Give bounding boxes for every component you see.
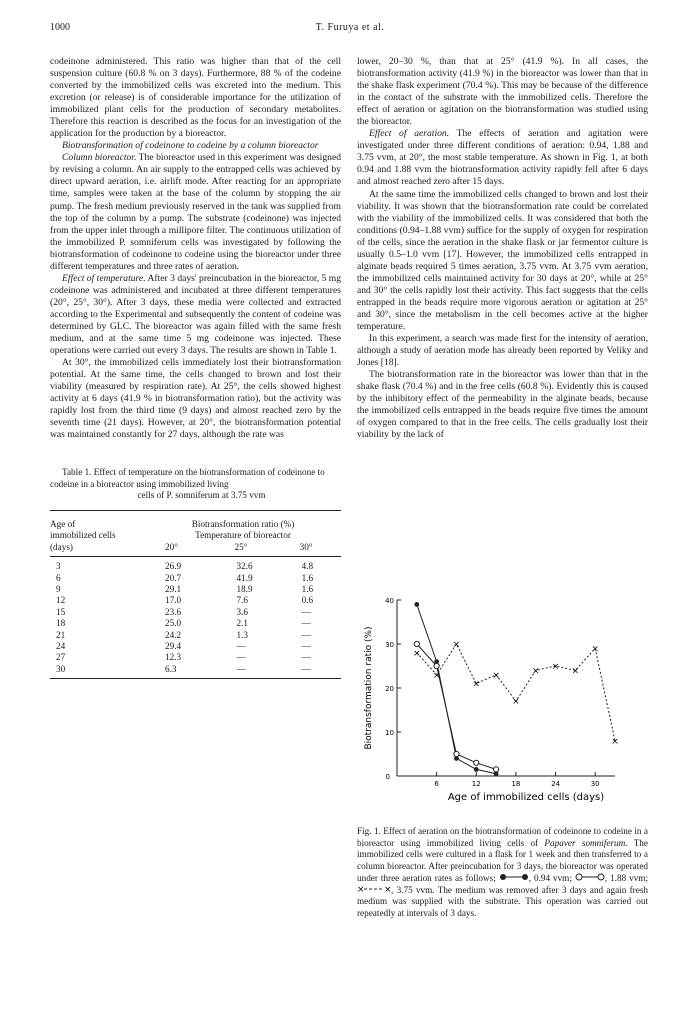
series-line-2: [417, 644, 496, 769]
x-axis-label: Age of immobilized cells (days): [447, 792, 605, 803]
table-row: [50, 630, 341, 641]
data-point-open: [414, 641, 419, 646]
data-point-cross: ×: [492, 670, 500, 681]
table-row: [50, 557, 341, 573]
paragraph: At the same time the immobilized cells changed to brown and lost their viability. It was shown that the biotransformation rate could be correlated with the viability of the immobilized cells. It was considered that both the conditions (0.94–1.88 vvm) suffice for the supply of oxygen for respiration of the cells, since the aeration in the shake flask or jar fermentor culture is usually 0.5–1.0 vvm [17]. However, the immobilized cells entrapped in alginate beads required 5 times aeration, 3.75 vvm. At 3.75 vvm aeration, the immobilized cells maintained activity for 30 days at 20°, while at 25° and 30° the cells rapidly lost their activity. This fact suggests that the cells entrapped in the beads require more vigorous aeration or agitation at 25° and 30°, since the metabolism in the cell becomes active at the higher temperature.: [357, 188, 648, 333]
table-row: [50, 595, 341, 606]
data-point-cross: ×: [551, 662, 560, 672]
table-cell: 0.6: [301, 595, 314, 606]
table-cell: 1.6: [301, 583, 314, 594]
table-caption: Table 1. Effect of temperature on the biotransformation of codeinone to codeine in a bioreactor using immobilized living: [50, 467, 325, 489]
series-line-3: [417, 644, 595, 701]
y-tick-label: 20: [385, 685, 394, 693]
table-cell: 32.6: [236, 561, 253, 572]
paragraph-heading: Effect of aeration.: [369, 128, 450, 140]
data-point-cross: ×: [591, 644, 599, 655]
table-cell: 23.6: [165, 606, 182, 617]
legend-open-circle-line-icon: [575, 873, 605, 881]
paragraph-text: The effects of aeration and agitation were investigated under three different conditions of aeration: 0.94, 1.88 and 3.75 vvm, at 20°, the most stable temperature. As shown in Fig. 1, at both 0.94 and 1.88 vvm the biotransformation activity rapidly fell after 6 days and almost reached zero after 15 days.: [357, 128, 648, 188]
data-point-open: [474, 760, 479, 765]
x-tick-label: 12: [471, 780, 481, 788]
table-cell: —: [301, 606, 311, 617]
table-cell: 3: [56, 561, 61, 572]
y-tick-label: 40: [385, 597, 394, 605]
table-1: [50, 510, 341, 679]
x-tick-label: 6: [434, 780, 439, 788]
caption-species: Papaver somniferum.: [544, 837, 628, 848]
y-axis-label: Biotransformation ratio (%): [364, 626, 374, 750]
table-head-temp: 30°: [288, 542, 341, 557]
table-cell: 30: [50, 664, 145, 679]
paragraph: [50, 152, 341, 272]
paragraph: At 30°, the immobilized cells immediately lost their biotransformation potential. At the same time, the cells changed to brown and lost their viability (measured by respiration rate). At 25°, the cells showed highest activity at 6 days (41.9 % in biotransformation ratio), but the activity was rapidly lost from the third time (9 days) and almost reached zero by the seventh time (21 days). However, at 20°, the biotransformation potential was maintained constantly for 27 days, although the rate was: [50, 357, 341, 441]
caption-text: , 3.75 vvm. The medium was removed after 3 days and again fresh medium was supplied with the substrate. This operation was carried out repeatedly at intervals of 3 days.: [357, 884, 648, 918]
table-row: [50, 618, 341, 629]
figure-caption: [357, 826, 648, 920]
page-number: 1000: [50, 22, 70, 33]
paragraph-heading: Effect of temperature.: [62, 272, 146, 284]
table-cell: 15: [56, 606, 66, 617]
section-title: Biotransformation of codeinone to codeine by a column bioreactor: [62, 140, 319, 152]
data-point-cross: ×: [571, 666, 580, 677]
table-cell: 27: [56, 652, 66, 663]
table-cell: 6: [56, 572, 61, 583]
data-point-cross: ×: [611, 736, 619, 747]
running-header: [50, 22, 650, 36]
table-cell: —: [288, 664, 341, 679]
table-cell: 41.9: [236, 572, 253, 583]
table-cell: 18.9: [236, 583, 253, 594]
y-tick-label: 10: [385, 729, 394, 737]
table-row: [50, 641, 341, 652]
table-cell: 1.6: [301, 572, 314, 583]
paragraph-text: The bioreactor used in this experiment was designed by revising a column. An air supply to the entrapped cells was achieved by direct upward aeration, i.e. airlift mode. After reacting for an appropriate time, samples were taken at the base of the column by stopping the air pump. The fresh medium previously reserved in the tank was supplied from the top of the column by a pump. The substrate (codeinone) was injected from the upper inlet through a millipore filter. The continuous utilization of the immobilized P. somniferum cells was investigated by following the biotransformation of codeinone to codeine using the bioreactor under three different temperatures and three rates of aeration.: [50, 152, 341, 272]
paragraph-heading: Column bioreactor.: [62, 152, 137, 164]
caption-text: The immobilized cells were cultured in a flask for 1 week and then transferred to a column bioreactor. After preincubation for 3 days, the bioreactor was operated under three aeration rates as follows;: [357, 837, 648, 883]
data-point-cross: ×: [531, 666, 540, 677]
left-column: [50, 56, 341, 679]
table-cell: 24.2: [165, 629, 182, 640]
table-row: [50, 607, 341, 618]
table-head-temp: 25°: [221, 542, 288, 557]
table-cell: 17.0: [165, 595, 182, 606]
table-cell: 20.7: [165, 572, 182, 583]
data-point-cross: ×: [512, 697, 520, 708]
x-tick-label: 30: [590, 780, 600, 788]
table-cell: 9: [56, 583, 61, 594]
table-cell: 26.9: [165, 561, 182, 572]
data-point-filled: [474, 767, 479, 772]
table-cell: —: [301, 629, 311, 640]
legend-filled-circle-line-icon: [499, 873, 529, 881]
caption-text: , 0.94 vvm;: [528, 872, 575, 883]
data-point-filled: [414, 602, 419, 607]
paragraph: lower, 20–30 %, than that at 25° (41.9 %). In all cases, the biotransformation activity (41.9 %) in the bioreactor was lower than that in the shake flask experiment (70.4 %). This may be because of the difference in the contact of the substrate with the immobilized cells. Therefore the effect of aeration or agitation on the biotransformation was studied using the bioreactor.: [357, 56, 648, 128]
paragraph: In this experiment, a search was made first for the intensity of aeration, although a study of aeration mode has already been reported by Veliky and Jones [18].: [357, 333, 648, 369]
paragraph: The biotransformation rate in the bioreactor was lower than that in the shake flask (70.4 %) and in the free cells (60.8 %). Evidently this is caused by the inhibitory effect of the permeability in the alginate beads, because the immobilized cells entrapped in the beads require five times the amount of oxygen compared to that in the free cells. The cells gradually lost their viability by the lack of: [357, 369, 648, 441]
table-cell: 4.8: [301, 561, 314, 572]
data-point-cross: ×: [413, 648, 421, 659]
svg-text:×: ×: [357, 884, 365, 893]
data-point-cross: ×: [472, 679, 481, 690]
paragraph: codeinone administered. This ratio was higher than that of the cell suspension culture (60.8 % on 3 days). Furthermore, 88 % of the codeine converted by the immobilized cells was excreted into the medium. This excretion (or release) is of considerable importance for the utilization of immobilized plant cells for the production of secondary metabolites. Therefore this reaction is described as the focus for an investigation of the application for the production by a bioreactor.: [50, 56, 341, 140]
table-cell: 29.1: [165, 583, 182, 594]
caption-text: Fig. 1. Effect of aeration on the biotransformation of codeinone to codeine in a bioreactor using immobilized living cells of: [357, 826, 648, 848]
table-cell: 21: [56, 629, 66, 640]
data-point-cross: ×: [432, 670, 441, 681]
table-cell: —: [236, 641, 246, 652]
table-head: Biotransformation ratio (%): [145, 510, 341, 530]
y-tick-label: 30: [385, 641, 394, 649]
table-head: Age of: [50, 510, 145, 530]
series-line-3-tail: [595, 648, 615, 740]
running-authors: T. Furuya et al.: [315, 22, 385, 33]
table-cell: 3.6: [236, 606, 248, 617]
table-cell: 7.6: [236, 595, 248, 606]
table-head: immobilized cells: [50, 530, 116, 541]
table-head: Temperature of bioreactor: [195, 530, 291, 541]
series-line-1: [417, 604, 496, 773]
paragraph: [357, 128, 648, 188]
table-row: [50, 664, 341, 679]
table-cell: 2.1: [236, 618, 248, 629]
table-cell: 18: [56, 618, 66, 629]
table-cell: 1.3: [236, 629, 248, 640]
table-cell: 24: [56, 641, 66, 652]
caption-text: , 1.88 vvm;: [604, 872, 648, 883]
table-cell: 12: [56, 595, 66, 606]
table-cell: 25.0: [165, 618, 182, 629]
data-point-open: [434, 663, 439, 668]
paragraph-text: After 3 days' preincubation in the bioreactor, 5 mg codeinone was administered and incubated at three different temperatures (20°, 25°, 30°). After 3 days, these media were collected and extracted according to the Experimental and subsequently the content of codeine was determined by GLC. The bioreactor was again filled with the same fresh medium, and at the same time 5 mg codeinone was injected. These operations were carried out every 3 days. The results are shown in Table 1.: [50, 272, 341, 357]
x-tick-label: 24: [551, 780, 561, 788]
right-column: [357, 56, 648, 442]
y-tick-label-zero: 0: [385, 773, 390, 781]
data-point-open: [493, 767, 498, 772]
table-row: [50, 652, 341, 663]
table-head: (days): [50, 542, 145, 557]
table-cell: —: [301, 618, 311, 629]
table-cell: 12.3: [165, 652, 182, 663]
table-cell: —: [301, 652, 311, 663]
figure-1-chart: [357, 590, 657, 815]
paragraph: [50, 273, 341, 357]
table-body: [50, 557, 341, 679]
table-head-temp: 20°: [145, 542, 221, 557]
table-cell: 6.3: [145, 664, 221, 679]
table-cell: 29.4: [165, 641, 182, 652]
table-cell: —: [236, 652, 246, 663]
legend-cross-dashed-line-icon: [357, 885, 391, 893]
svg-text:×: ×: [384, 884, 391, 893]
table-cell: —: [301, 641, 311, 652]
table-caption-line-2: cells of P. somniferum at 3.75 vvm: [137, 490, 266, 501]
table-row: [50, 573, 341, 584]
x-tick-label: 18: [511, 780, 521, 788]
table-cell: —: [221, 664, 288, 679]
data-point-open: [454, 751, 459, 756]
table-row: [50, 584, 341, 595]
data-point-cross: ×: [452, 640, 461, 650]
